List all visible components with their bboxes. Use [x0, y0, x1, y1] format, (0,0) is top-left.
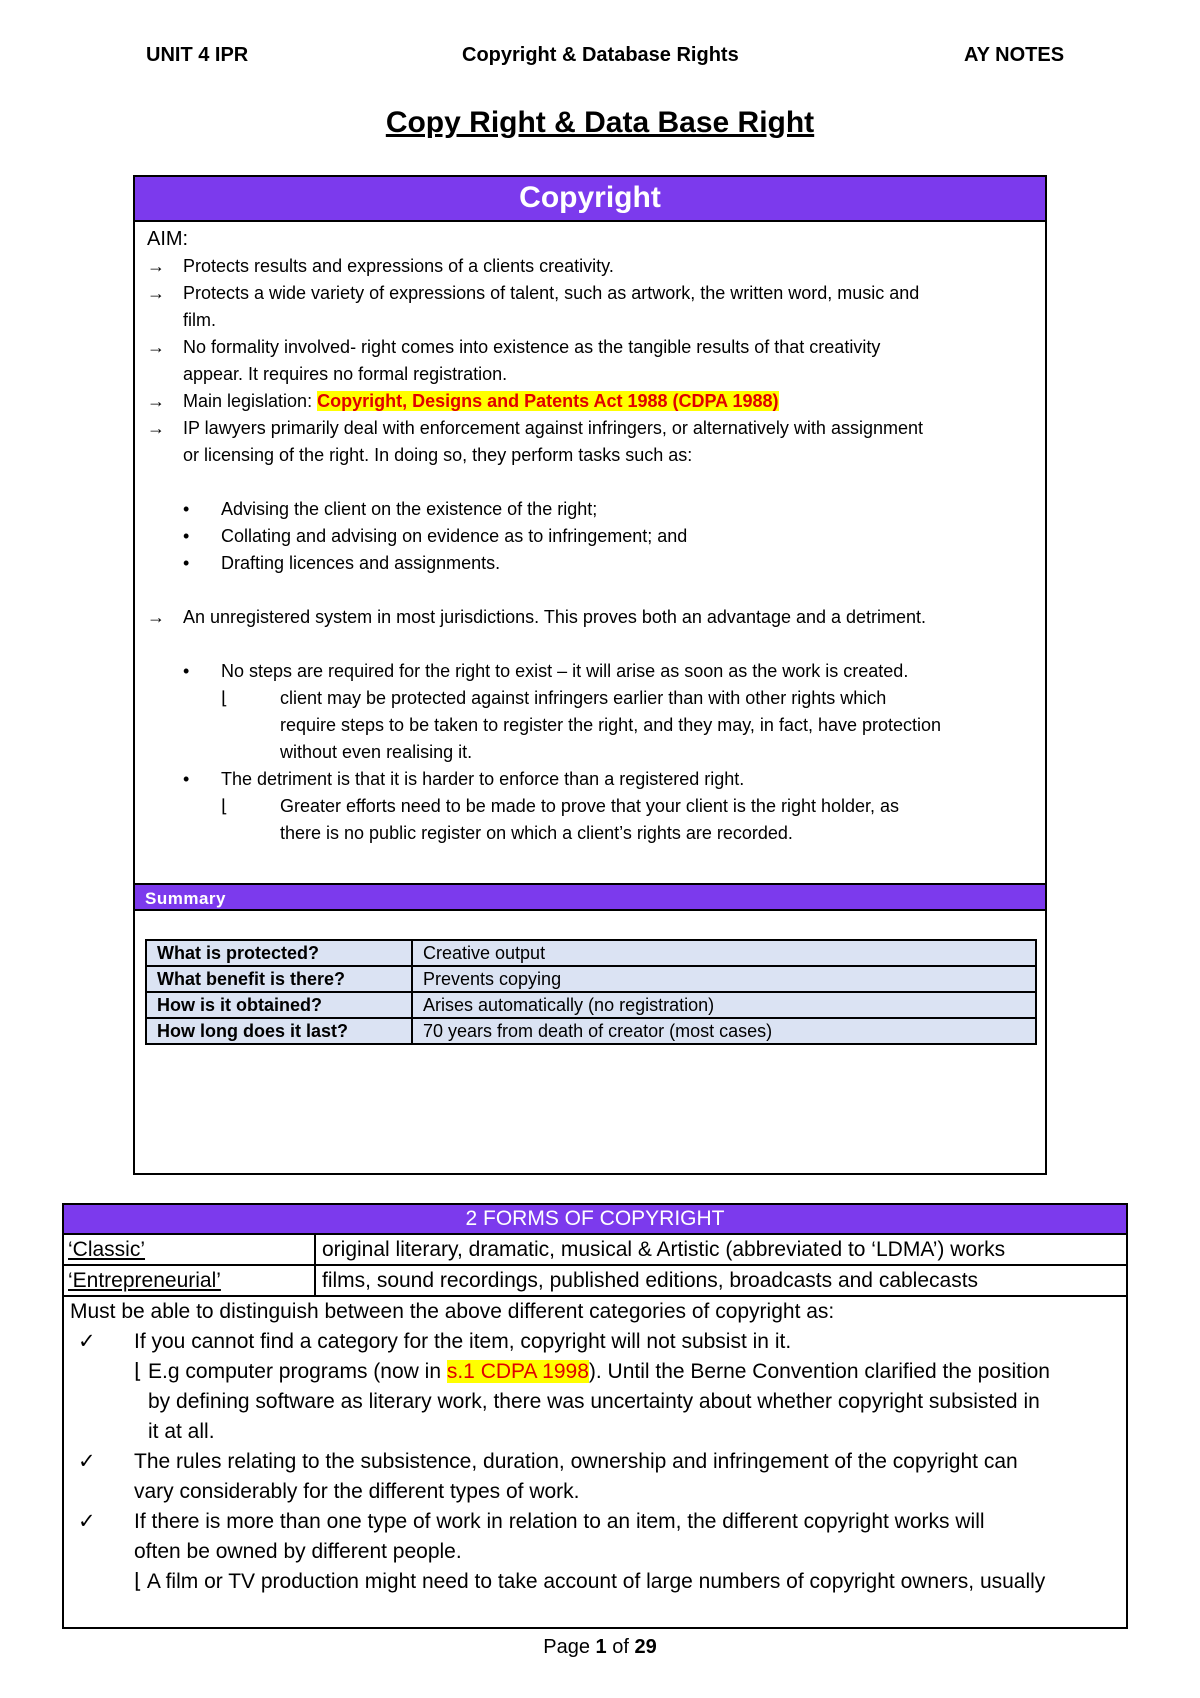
sub-point-cont: there is no public register on which a client’s rights are recorded. [280, 823, 793, 843]
forms-point: The rules relating to the subsistence, duration, ownership and infringement of the copyright can [134, 1450, 1018, 1473]
aim-label: AIM: [147, 228, 189, 250]
sub-point: Greater efforts need to be made to prove that your client is the right holder, as [280, 796, 900, 816]
page-footer [0, 1636, 1200, 1659]
table-row [146, 966, 1036, 992]
arrow-icon: → [147, 256, 165, 276]
sub-bracket-icon: ⌊ [134, 1570, 143, 1593]
legislation-label: Main legislation: [183, 391, 318, 411]
header-center: Copyright & Database Rights [462, 44, 739, 66]
summary-answer: Creative output [412, 940, 1036, 966]
summary-answer: Arises automatically (no registration) [412, 992, 1036, 1018]
forms-of-copyright-table [62, 1203, 1128, 1629]
forms-point: If you cannot find a category for the item, copyright will not subsist in it. [134, 1330, 792, 1353]
check-icon: ✓ [78, 1330, 96, 1353]
forms-sub-cont: it at all. [148, 1420, 215, 1443]
copyright-type: ‘Classic’ [64, 1235, 316, 1264]
sub-text: ). Until the Berne Convention clarified the position [588, 1360, 1050, 1383]
document-title: Copy Right & Data Base Right [385, 106, 815, 139]
arrow-icon: → [147, 337, 165, 357]
advantage-item: No steps are required for the right to exist – it will arise as soon as the work is created. [221, 661, 909, 681]
statute-highlight: s.1 CDPA 1998 [446, 1360, 589, 1383]
arrow-icon: → [147, 607, 165, 627]
aim-point: Protects a wide variety of expressions of talent, such as artwork, the written word, music and [183, 283, 920, 303]
bullet-icon: • [183, 526, 190, 546]
copyright-aim-section [135, 222, 1045, 882]
summary-question: What benefit is there? [146, 966, 412, 992]
summary-answer: Prevents copying [412, 966, 1036, 992]
task-item: Collating and advising on evidence as to infringement; and [221, 526, 688, 546]
header-left: UNIT 4 IPR [146, 44, 249, 66]
summary-heading: Summary [135, 883, 1045, 911]
sub-point-cont: without even realising it. [280, 742, 473, 762]
check-icon: ✓ [78, 1510, 96, 1533]
page-number: 1 [595, 1636, 607, 1658]
summary-question: What is protected? [146, 940, 412, 966]
check-icon: ✓ [78, 1450, 96, 1473]
page-label: Page [543, 1636, 596, 1658]
forms-point: If there is more than one type of work in relation to an item, the different copyright works will [134, 1510, 985, 1533]
aim-point-cont: or licensing of the right. In doing so, they perform tasks such as: [183, 445, 693, 465]
sub-bracket-icon: ⌊ [221, 688, 229, 708]
forms-point-cont: vary considerably for the different types of work. [134, 1480, 580, 1503]
aim-point: IP lawyers primarily deal with enforcement against infringers, or alternatively with assignment [183, 418, 923, 438]
aim-point-cont: film. [183, 310, 216, 330]
summary-question: How is it obtained? [146, 992, 412, 1018]
copyright-box [133, 175, 1047, 1175]
bullet-icon: • [183, 553, 190, 573]
aim-point: Protects results and expressions of a clients creativity. [183, 256, 614, 276]
table-row [146, 1018, 1036, 1044]
summary-table [145, 939, 1037, 1045]
forms-sub-point [134, 1567, 1045, 1597]
sub-text: E.g computer programs (now in [148, 1360, 447, 1383]
forms-sub-point [134, 1357, 1050, 1387]
table-row [146, 992, 1036, 1018]
arrow-icon: → [147, 391, 165, 411]
bullet-icon: • [183, 661, 190, 681]
forms-point-cont: often be owned by different people. [134, 1540, 462, 1563]
forms-intro: Must be able to distinguish between the above different categories of copyright as: [70, 1300, 835, 1323]
arrow-icon: → [147, 418, 165, 438]
arrow-icon: → [147, 283, 165, 303]
bullet-icon: • [183, 769, 190, 789]
copyright-heading: Copyright [135, 177, 1045, 222]
header-right: AY NOTES [964, 44, 1065, 66]
legislation-highlight: Copyright, Designs and Patents Act 1988 (CDPA 1988) [317, 391, 779, 411]
forms-sub-cont: by defining software as literary work, there was uncertainty about whether copyright subsisted in [148, 1390, 1040, 1413]
task-item: Drafting licences and assignments. [221, 553, 501, 573]
aim-point-cont: appear. It requires no formal registration. [183, 364, 508, 384]
copyright-type: ‘Entrepreneurial’ [64, 1266, 316, 1295]
sub-bracket-icon: ⌊ [134, 1360, 143, 1383]
aim-point: No formality involved- right comes into existence as the tangible results of that creativity [183, 337, 881, 357]
forms-heading: 2 FORMS OF COPYRIGHT [64, 1205, 1126, 1235]
page-total: 29 [634, 1636, 657, 1658]
summary-answer: 70 years from death of creator (most cases) [412, 1018, 1036, 1044]
table-row [64, 1266, 1126, 1297]
summary-question: How long does it last? [146, 1018, 412, 1044]
table-row [146, 940, 1036, 966]
detriment-item: The detriment is that it is harder to enforce than a registered right. [221, 769, 745, 789]
sub-text: A film or TV production might need to take account of large numbers of copyright owners, usually [146, 1570, 1046, 1593]
bullet-icon: • [183, 499, 190, 519]
copyright-type-desc: original literary, dramatic, musical & Artistic (abbreviated to ‘LDMA’) works [322, 1238, 1006, 1261]
main-legislation [183, 388, 779, 416]
forms-notes [64, 1297, 1126, 1627]
task-item: Advising the client on the existence of the right; [221, 499, 598, 519]
copyright-type-desc: films, sound recordings, published editions, broadcasts and cablecasts [322, 1269, 979, 1292]
sub-point-cont: require steps to be taken to register the right, and they may, in fact, have protection [280, 715, 942, 735]
page-of-label: of [606, 1636, 635, 1658]
sub-point: client may be protected against infringers earlier than with other rights which [280, 688, 887, 708]
table-row [64, 1235, 1126, 1266]
sub-bracket-icon: ⌊ [221, 796, 229, 816]
aim-point: An unregistered system in most jurisdictions. This proves both an advantage and a detriment. [183, 607, 927, 627]
